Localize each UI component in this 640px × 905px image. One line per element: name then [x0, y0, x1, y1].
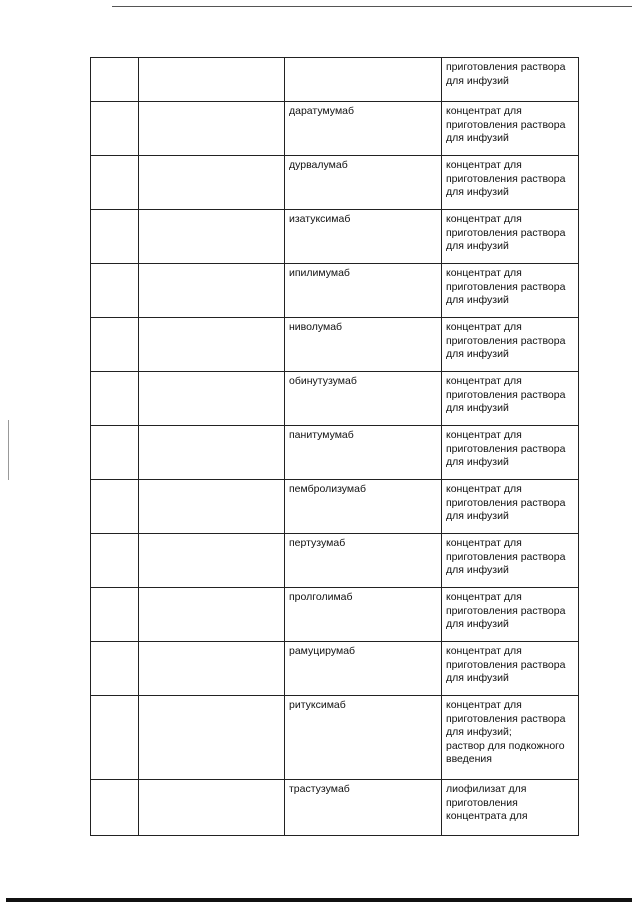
scan-speck	[8, 420, 9, 480]
drug-name-cell	[285, 210, 442, 264]
drug-name-cell	[285, 642, 442, 696]
dosage-form-cell	[442, 642, 579, 696]
dosage-form-cell-text: лиофилизат для приготовления концентрата для	[446, 783, 528, 822]
group-cell	[139, 426, 285, 480]
dosage-form-cell-text: концентрат для приготовления раствора для инфузий	[446, 591, 566, 630]
table-row	[91, 156, 579, 210]
drug-name-cell-text: ниволумаб	[289, 321, 343, 333]
code-cell	[91, 58, 139, 102]
dosage-form-cell	[442, 588, 579, 642]
table-row	[91, 102, 579, 156]
table-row	[91, 264, 579, 318]
code-cell	[91, 102, 139, 156]
table-row	[91, 780, 579, 836]
group-cell	[139, 210, 285, 264]
group-cell	[139, 264, 285, 318]
drug-name-cell-text: рамуцирумаб	[289, 645, 356, 657]
drug-name-cell-text: трастузумаб	[289, 783, 350, 795]
group-cell	[139, 588, 285, 642]
dosage-form-cell-text: концентрат для приготовления раствора для инфузий	[446, 375, 566, 414]
dosage-form-cell	[442, 58, 579, 102]
group-cell	[139, 480, 285, 534]
drug-name-cell-text: пролголимаб	[289, 591, 353, 603]
dosage-form-cell	[442, 372, 579, 426]
drug-table	[90, 57, 579, 836]
drug-name-cell-text: ипилимумаб	[289, 267, 350, 279]
dosage-form-cell	[442, 210, 579, 264]
code-cell	[91, 480, 139, 534]
dosage-form-cell-text: концентрат для приготовления раствора для инфузий	[446, 429, 566, 468]
table-row	[91, 534, 579, 588]
group-cell	[139, 318, 285, 372]
code-cell	[91, 156, 139, 210]
group-cell	[139, 102, 285, 156]
code-cell	[91, 588, 139, 642]
dosage-form-cell-text: концентрат для приготовления раствора для инфузий	[446, 645, 566, 684]
dosage-form-cell-text: концентрат для приготовления раствора для инфузий	[446, 159, 566, 198]
drug-name-cell	[285, 426, 442, 480]
table-row	[91, 318, 579, 372]
code-cell	[91, 318, 139, 372]
code-cell	[91, 642, 139, 696]
drug-name-cell-text: обинутузумаб	[289, 375, 357, 387]
drug-name-cell	[285, 534, 442, 588]
drug-name-cell	[285, 102, 442, 156]
dosage-form-cell	[442, 318, 579, 372]
table-row	[91, 642, 579, 696]
table-row	[91, 210, 579, 264]
code-cell	[91, 426, 139, 480]
drug-table-body	[91, 58, 579, 836]
drug-name-cell-text: даратумумаб	[289, 105, 355, 117]
dosage-form-cell-text: концентрат для приготовления раствора для инфузий	[446, 105, 566, 144]
drug-name-cell-text: пертузумаб	[289, 537, 346, 549]
table-row	[91, 372, 579, 426]
dosage-form-cell	[442, 426, 579, 480]
dosage-form-cell	[442, 156, 579, 210]
top-rule	[112, 6, 632, 7]
group-cell	[139, 372, 285, 426]
drug-name-cell	[285, 696, 442, 780]
table-row	[91, 696, 579, 780]
dosage-form-cell	[442, 102, 579, 156]
dosage-form-cell-text: концентрат для приготовления раствора для инфузий; раствор для подкожного введения	[446, 699, 566, 765]
table-row	[91, 588, 579, 642]
group-cell	[139, 780, 285, 836]
dosage-form-cell	[442, 480, 579, 534]
dosage-form-cell	[442, 696, 579, 780]
code-cell	[91, 264, 139, 318]
group-cell	[139, 642, 285, 696]
dosage-form-cell	[442, 780, 579, 836]
dosage-form-cell-text: концентрат для приготовления раствора для инфузий	[446, 267, 566, 306]
dosage-form-cell	[442, 534, 579, 588]
dosage-form-cell-text: концентрат для приготовления раствора для инфузий	[446, 537, 566, 576]
table-row	[91, 58, 579, 102]
group-cell	[139, 156, 285, 210]
code-cell	[91, 372, 139, 426]
dosage-form-cell-text: концентрат для приготовления раствора для инфузий	[446, 321, 566, 360]
drug-name-cell-text: пембролизумаб	[289, 483, 366, 495]
dosage-form-cell-text: приготовления раствора для инфузий	[446, 61, 566, 87]
drug-name-cell	[285, 58, 442, 102]
dosage-form-cell-text: концентрат для приготовления раствора для инфузий	[446, 213, 566, 252]
drug-name-cell	[285, 588, 442, 642]
drug-name-cell-text: дурвалумаб	[289, 159, 348, 171]
drug-name-cell	[285, 480, 442, 534]
drug-name-cell-text: панитумумаб	[289, 429, 354, 441]
bottom-rule	[6, 898, 632, 902]
drug-name-cell	[285, 780, 442, 836]
drug-name-cell	[285, 318, 442, 372]
table-row	[91, 426, 579, 480]
drug-name-cell-text: изатуксимаб	[289, 213, 351, 225]
group-cell	[139, 534, 285, 588]
group-cell	[139, 58, 285, 102]
code-cell	[91, 210, 139, 264]
code-cell	[91, 534, 139, 588]
drug-name-cell	[285, 264, 442, 318]
group-cell	[139, 696, 285, 780]
dosage-form-cell	[442, 264, 579, 318]
dosage-form-cell-text: концентрат для приготовления раствора для инфузий	[446, 483, 566, 522]
code-cell	[91, 696, 139, 780]
drug-name-cell-text: ритуксимаб	[289, 699, 346, 711]
drug-name-cell	[285, 372, 442, 426]
table-row	[91, 480, 579, 534]
code-cell	[91, 780, 139, 836]
drug-name-cell	[285, 156, 442, 210]
